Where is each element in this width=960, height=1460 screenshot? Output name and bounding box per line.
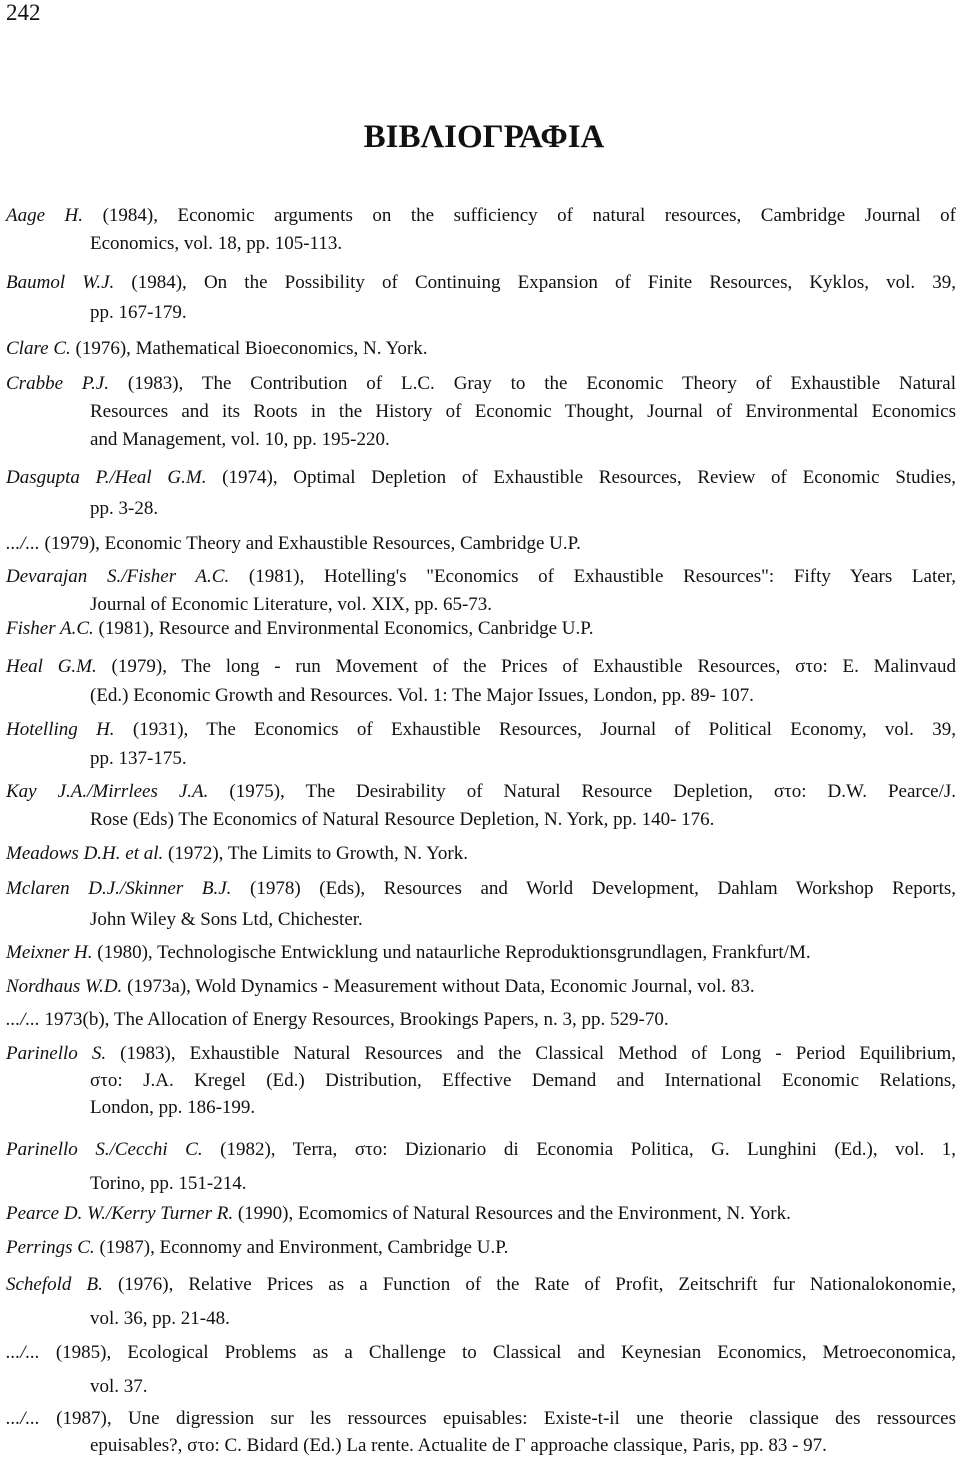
reference-first-line <box>6 268 956 298</box>
reference-first-line <box>6 1200 956 1228</box>
reference-continuation-line <box>6 1067 956 1094</box>
reference-first-line <box>6 1006 956 1034</box>
reference-entry <box>6 335 956 363</box>
reference-continuation-line <box>6 806 956 834</box>
reference-author: Perrings C. <box>6 1237 95 1258</box>
reference-entry <box>6 973 956 1001</box>
reference-text: (1987), Econnomy and Environment, Cambridge U.P. <box>99 1237 509 1258</box>
reference-entry <box>6 778 956 834</box>
reference-author: Nordhaus W.D. <box>6 976 123 997</box>
reference-first-line <box>6 973 956 1001</box>
reference-author: Parinello S./Cecchi C. <box>6 1139 203 1160</box>
reference-text: (1983), Exhaustible Natural Resources and the Classical Method of Long - Period Equilibrium, <box>120 1043 956 1064</box>
reference-text: στο: J.A. Kregel (Ed.) Distribution, Effective Demand and International Economic Relations, <box>90 1070 956 1091</box>
reference-author: Clare C. <box>6 338 71 359</box>
reference-text: Journal of Economic Literature, vol. XIX, pp. 65-73. <box>90 594 493 615</box>
reference-text: (1981), Resource and Environmental Economics, Canbridge U.P. <box>98 618 594 639</box>
reference-first-line <box>6 1268 956 1302</box>
reference-text: Economics, vol. 18, pp. 105-113. <box>90 233 343 254</box>
reference-first-line <box>6 939 956 967</box>
reference-text: (1931), The Economics of Exhaustible Resources, Journal of Political Economy, vol. 39, <box>132 719 956 740</box>
reference-continuation-line <box>6 904 956 935</box>
reference-entry <box>6 615 956 643</box>
reference-first-line <box>6 462 956 493</box>
reference-first-line <box>6 840 956 868</box>
reference-entry <box>6 840 956 868</box>
reference-entry <box>6 202 956 258</box>
reference-continuation-line <box>6 493 956 524</box>
reference-author: Dasgupta P./Heal G.M. <box>6 467 207 488</box>
reference-first-line <box>6 530 956 558</box>
reference-text: (1984), On the Possibility of Continuing Expansion of Finite Resources, Kyklos, vol. 39, <box>131 272 957 293</box>
reference-author: Meixner H. <box>6 942 93 963</box>
reference-author: Crabbe P.J. <box>6 373 109 394</box>
reference-entry <box>6 530 956 558</box>
reference-text: (1975), The Desirability of Natural Resource Depletion, στο: D.W. Pearce/J. <box>229 781 956 802</box>
reference-first-line <box>6 615 956 643</box>
reference-text: (1987), Une digression sur les ressources epuisables: Existe-t-il une theorie classique des ressources <box>56 1408 957 1429</box>
reference-continuation-line <box>6 230 956 258</box>
reference-entry <box>6 563 956 619</box>
reference-entry <box>6 652 956 710</box>
reference-text: Resources and its Roots in the History of Economic Thought, Journal of Environmental Economics <box>90 401 956 422</box>
reference-first-line <box>6 1133 956 1167</box>
page-number: 242 <box>6 0 41 25</box>
reference-text: Torino, pp. 151-214. <box>90 1173 247 1194</box>
reference-continuation-line <box>6 298 956 328</box>
reference-continuation-line <box>6 1302 956 1336</box>
reference-author: Kay J.A./Mirrlees J.A. <box>6 781 209 802</box>
reference-author: .../... <box>6 1009 40 1030</box>
reference-text: pp. 137-175. <box>90 748 187 769</box>
reference-text: (1981), Hotelling's "Economics of Exhaustible Resources": Fifty Years Later, <box>248 566 956 587</box>
reference-text: (1984), Economic arguments on the sufficiency of natural resources, Cambridge Journal of <box>102 205 957 226</box>
reference-text: (1979), Economic Theory and Exhaustible Resources, Cambridge U.P. <box>44 533 581 554</box>
reference-text: (1979), The long - run Movement of the Prices of Exhaustible Resources, στο: E. Malinvaud <box>111 656 956 677</box>
reference-first-line <box>6 202 956 230</box>
reference-entry <box>6 1336 956 1404</box>
reference-author: Fisher A.C. <box>6 618 94 639</box>
reference-text: (1983), The Contribution of L.C. Gray to the Economic Theory of Exhaustible Natural <box>127 373 957 394</box>
reference-author: Meadows D.H. et al. <box>6 843 164 864</box>
reference-author: .../... <box>6 1408 40 1429</box>
reference-text: (1976), Relative Prices as a Function of the Rate of Profit, Zeitschrift fur Nationalokonomie, <box>117 1274 957 1295</box>
reference-entry <box>6 1405 956 1459</box>
reference-entry <box>6 1040 956 1121</box>
reference-text: Rose (Eds) The Economics of Natural Resource Depletion, N. York, pp. 140- 176. <box>90 809 715 830</box>
reference-text: (1978) (Eds), Resources and World Development, Dahlam Workshop Reports, <box>250 878 956 899</box>
reference-text: London, pp. 186-199. <box>90 1097 256 1118</box>
reference-first-line <box>6 1040 956 1067</box>
reference-continuation-line <box>6 1094 956 1121</box>
reference-continuation-line <box>6 681 956 710</box>
reference-entry <box>6 462 956 524</box>
reference-entry <box>6 268 956 328</box>
reference-first-line <box>6 715 956 744</box>
reference-entry <box>6 1133 956 1201</box>
reference-continuation-line <box>6 1370 956 1404</box>
reference-entry <box>6 873 956 935</box>
reference-entry <box>6 1234 956 1262</box>
page-title: ΒΙΒΛΙΟΓΡΑΦΙΑ <box>363 119 605 155</box>
reference-author: Heal G.M. <box>6 656 97 677</box>
reference-first-line <box>6 335 956 363</box>
reference-text: vol. 37. <box>90 1376 148 1397</box>
reference-author: Mclaren D.J./Skinner B.J. <box>6 878 232 899</box>
reference-entry <box>6 370 956 454</box>
reference-continuation-line <box>6 398 956 426</box>
reference-entry <box>6 1268 956 1336</box>
reference-text: John Wiley & Sons Ltd, Chichester. <box>90 909 363 930</box>
reference-author: .../... <box>6 533 40 554</box>
reference-text: (1982), Terra, στο: Dizionario di Economia Politica, G. Lunghini (Ed.), vol. 1, <box>220 1139 956 1160</box>
reference-entry <box>6 939 956 967</box>
reference-text: (1990), Ecomomics of Natural Resources and the Environment, N. York. <box>237 1203 791 1224</box>
reference-first-line <box>6 873 956 904</box>
reference-text: vol. 36, pp. 21-48. <box>90 1308 230 1329</box>
reference-text: epuisables?, στο: C. Bidard (Ed.) La rente. Actualite de Γ approache classique, Paris, pp. 83 - 97. <box>90 1435 827 1456</box>
reference-first-line <box>6 778 956 806</box>
reference-author: Aage H. <box>6 205 84 226</box>
reference-text: (1972), The Limits to Growth, N. York. <box>168 843 468 864</box>
reference-continuation-line <box>6 1432 956 1459</box>
reference-author: Parinello S. <box>6 1043 107 1064</box>
reference-first-line <box>6 652 956 681</box>
reference-first-line <box>6 563 956 591</box>
reference-text: (1980), Technologische Entwicklung und nataurliche Reproduktionsgrundlagen, Frankfurt/M. <box>97 942 811 963</box>
reference-first-line <box>6 1336 956 1370</box>
reference-author: Pearce D. W./Kerry Turner R. <box>6 1203 234 1224</box>
reference-text: (1974), Optimal Depletion of Exhaustible Resources, Review of Economic Studies, <box>222 467 957 488</box>
reference-entry <box>6 1200 956 1228</box>
reference-author: Baumol W.J. <box>6 272 115 293</box>
reference-text: 1973(b), The Allocation of Energy Resources, Brookings Papers, n. 3, pp. 529-70. <box>44 1009 669 1030</box>
reference-author: Devarajan S./Fisher A.C. <box>6 566 230 587</box>
reference-continuation-line <box>6 1167 956 1201</box>
reference-entry <box>6 1006 956 1034</box>
reference-text: pp. 167-179. <box>90 302 187 323</box>
reference-continuation-line <box>6 426 956 454</box>
reference-first-line <box>6 1234 956 1262</box>
reference-first-line <box>6 370 956 398</box>
reference-continuation-line <box>6 744 956 773</box>
reference-text: (1976), Mathematical Bioeconomics, N. York. <box>75 338 428 359</box>
reference-text: and Management, vol. 10, pp. 195-220. <box>90 429 390 450</box>
reference-author: Schefold B. <box>6 1274 103 1295</box>
reference-text: (1985), Ecological Problems as a Challenge to Classical and Keynesian Economics, Metroeconomica, <box>55 1342 956 1363</box>
reference-first-line <box>6 1405 956 1432</box>
reference-author: Hotelling H. <box>6 719 115 740</box>
reference-text: pp. 3-28. <box>90 498 159 519</box>
reference-text: (1973a), Wold Dynamics - Measurement without Data, Economic Journal, vol. 83. <box>127 976 755 997</box>
reference-text: (Ed.) Economic Growth and Resources. Vol. 1: The Major Issues, London, pp. 89- 107. <box>90 685 754 706</box>
reference-author: .../... <box>6 1342 40 1363</box>
reference-entry <box>6 715 956 773</box>
